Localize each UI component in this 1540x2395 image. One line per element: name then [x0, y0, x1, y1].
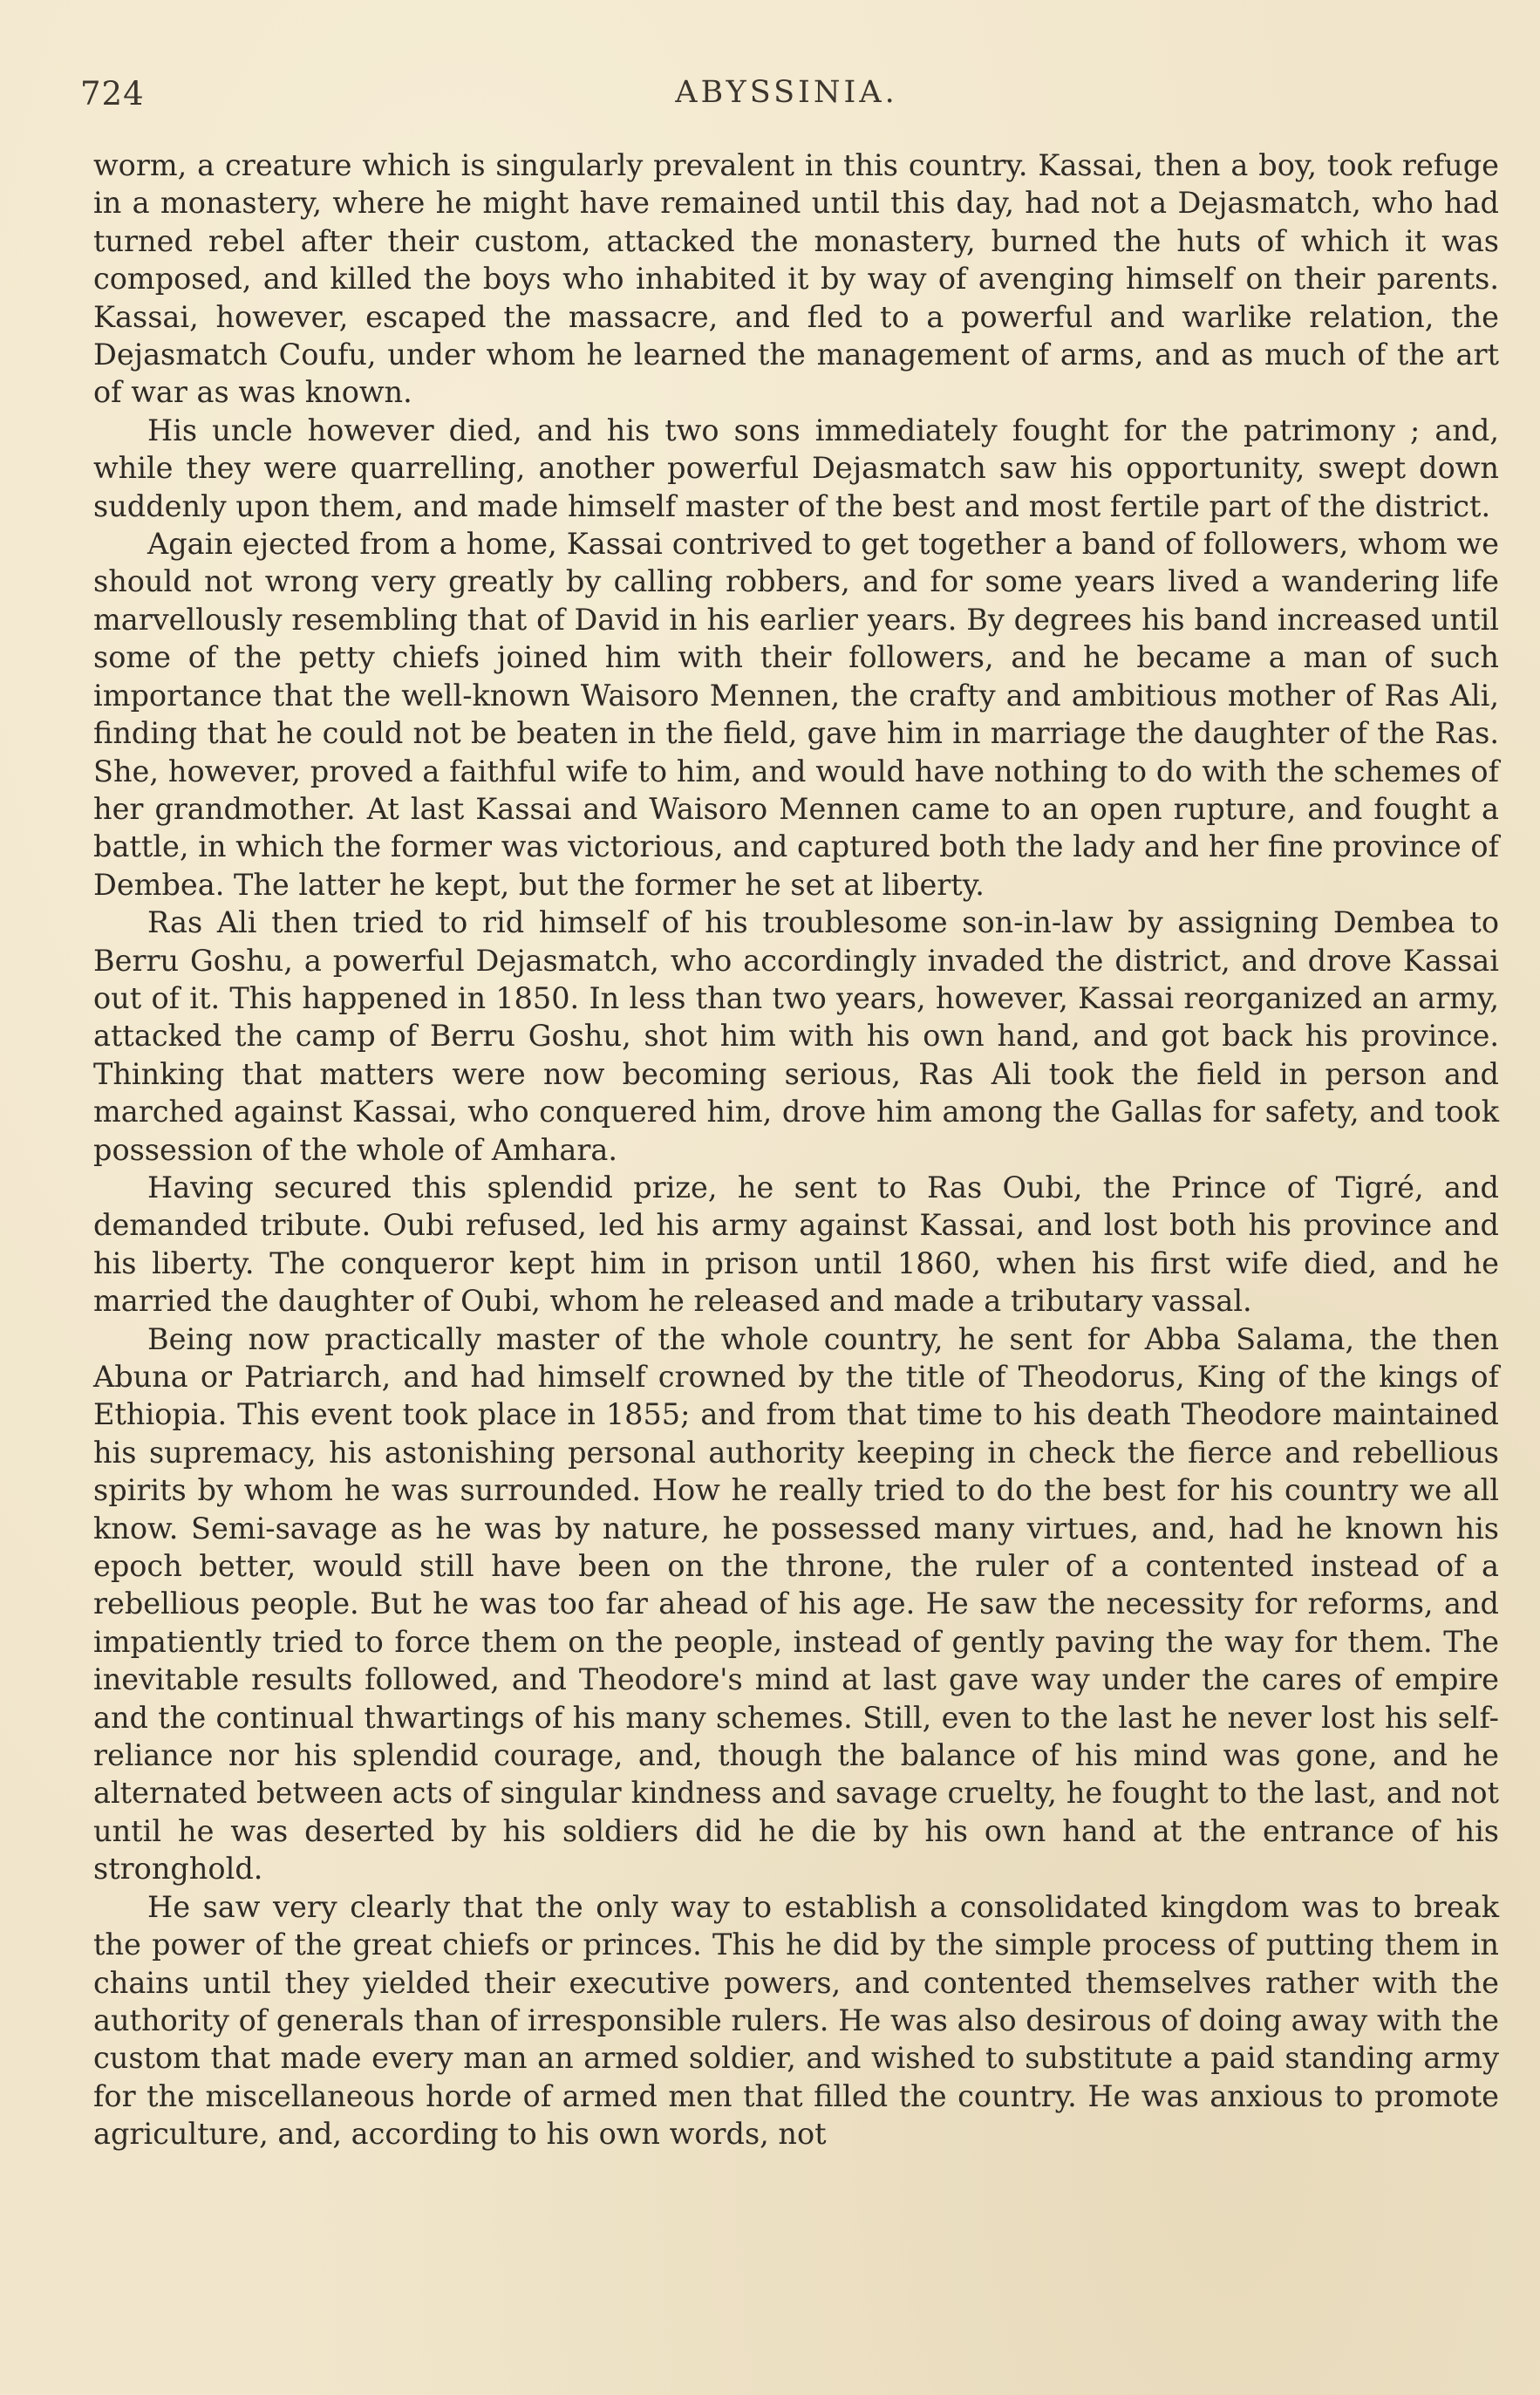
paragraph: Having secured this splendid prize, he sent to Ras Oubi, the Prince of Tigré, and demanded tribute. Oubi refused, led his army against Kassai, and lost both his province and his liberty. The conqueror kept him in prison until 1860, when his first wife died, and he married the daughter of Oubi, whom he released and made a tributary vassal. [93, 1170, 1499, 1319]
page-header [80, 75, 1493, 124]
paragraph: He saw very clearly that the only way to establish a consolidated kingdom was to break the power of the great chiefs or princes. This he did by the simple process of putting them in chains until they yielded their executive powers, and contented themselves rather with the authority of generals than of irresponsible rulers. He was also desirous of doing away with the custom that made every man an armed soldier, and wished to substitute a paid standing army for the miscellaneous horde of armed men that filled the country. He was anxious to promote agriculture, and, according to his own words, not [93, 1889, 1499, 2152]
paragraph: Being now practically master of the whole country, he sent for Abba Salama, the then Abuna or Patriarch, and had himself crowned by the title of Theodorus, King of the kings of Ethiopia. This event took place in 1855; and from that time to his death Theodore maintained his supremacy, his astonishing personal authority keeping in check the fierce and rebellious spirits by whom he was surrounded. How he really tried to do the best for his country we all know. Semi-savage as he was by nature, he possessed many virtues, and, had he known his epoch better, would still have been on the throne, the ruler of a contented instead of a rebellious people. But he was too far ahead of his age. He saw the necessity for reforms, and impatiently tried to force them on the people, instead of gently paving the way for them. The inevitable results followed, and Theodore's mind at last gave way under the cares of empire and the continual thwartings of his many schemes. Still, even to the last he never lost his self-reliance nor his splendid courage, and, though the balance of his mind was gone, and he alternated between acts of singular kindness and savage cruelty, he fought to the last, and not until he was deserted by his soldiers did he die by his own hand at the entrance of his stronghold. [93, 1321, 1499, 1887]
body-text [93, 147, 1499, 2153]
running-title: ABYSSINIA. [675, 75, 898, 110]
paragraph: worm, a creature which is singularly prevalent in this country. Kassai, then a boy, took refuge in a monastery, where he might have remained until this day, had not a Dejasmatch, who had turned rebel after their custom, attacked the monastery, burned the huts of which it was composed, and killed the boys who inhabited it by way of avenging himself on their parents. Kassai, however, escaped the massacre, and fled to a powerful and warlike relation, the Dejasmatch Coufu, under whom he learned the management of arms, and as much of the art of war as was known. [93, 148, 1499, 410]
page-number: 724 [80, 75, 145, 113]
paragraph: Ras Ali then tried to rid himself of his troublesome son-in-law by assigning Dembea to Berru Goshu, a powerful Dejasmatch, who accordingly invaded the district, and drove Kassai out of it. This happened in 1850. In less than two years, however, Kassai reorganized an army, attacked the camp of Berru Goshu, shot him with his own hand, and got back his province. Thinking that matters were now becoming serious, Ras Ali took the field in person and marched against Kassai, who conquered him, drove him among the Gallas for safety, and took possession of the whole of Amhara. [93, 905, 1499, 1167]
paragraph: Again ejected from a home, Kassai contrived to get together a band of followers, whom we should not wrong very greatly by calling robbers, and for some years lived a wandering life marvellously resembling that of David in his earlier years. By degrees his band increased until some of the petty chiefs joined him with their followers, and he became a man of such importance that the well-known Waisoro Mennen, the crafty and ambitious mother of Ras Ali, finding that he could not be beaten in the field, gave him in marriage the daughter of the Ras. She, however, proved a faithful wife to him, and would have nothing to do with the schemes of her grandmother. At last Kassai and Waisoro Mennen came to an open rupture, and fought a battle, in which the former was victorious, and captured both the lady and her fine province of Dembea. The latter he kept, but the former he set at liberty. [93, 527, 1499, 902]
paragraph: His uncle however died, and his two sons immediately fought for the patrimony ; and, while they were quarrelling, another powerful Dejasmatch saw his opportunity, swept down suddenly upon them, and made himself master of the best and most fertile part of the district. [93, 413, 1499, 523]
